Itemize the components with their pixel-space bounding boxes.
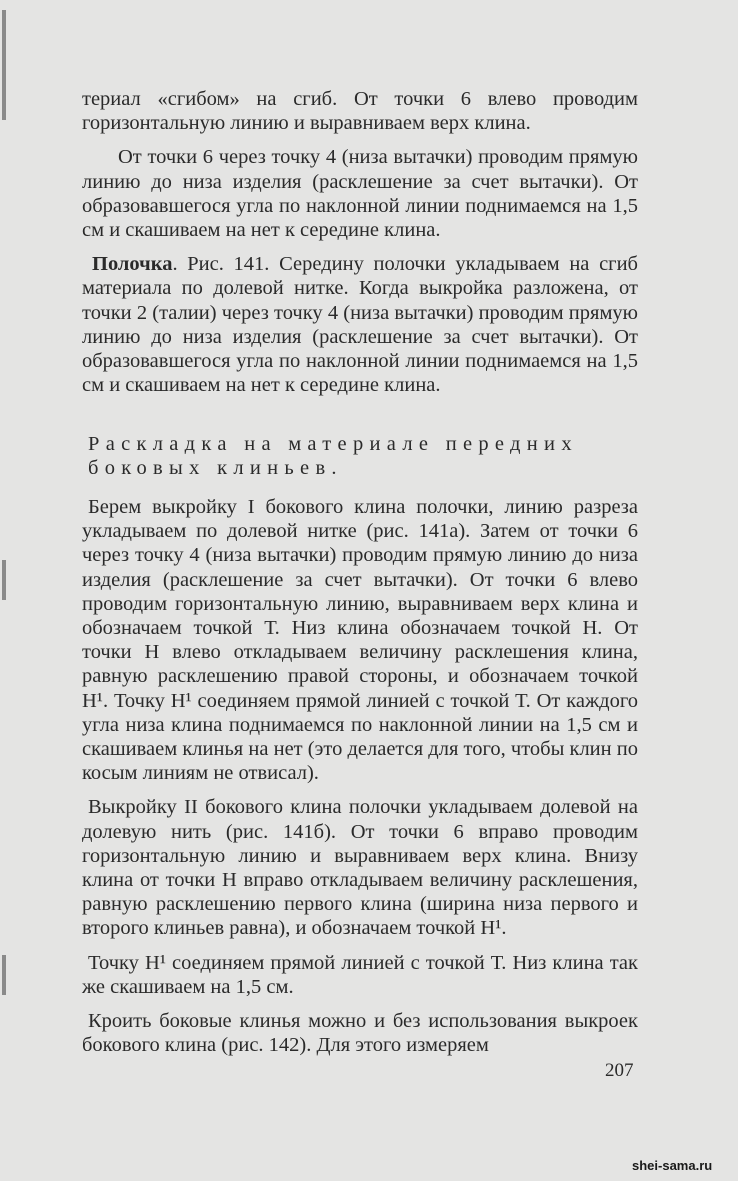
paragraph: Выкройку II бокового клина полочки укладываем долевой на долевую нить (рис. 141б). От точки 6 вправо проводим горизонтальную линию и выравниваем верх клина. Внизу клина от точки Н вправо откладываем величину расклешения, равную расклешению первого клина (ширина низа первого и второго клиньев равна), и обозначаем точкой Н¹.: [82, 796, 638, 940]
paragraph: Точку Н¹ соединяем прямой линией с точкой Т. Низ клина так же скашиваем на 1,5 см.: [82, 951, 638, 998]
text-block-bottom: [82, 495, 638, 1057]
paragraph-polochka: [82, 252, 638, 397]
page-edge-mark: [2, 955, 6, 995]
paragraph-text: . Рис. 141. Середину полочки укладываем на сгиб материала по долевой нитке. Когда выкройка разложена, от точки 2 (талии) через точку 4 (низа вытачки) проводим прямую линию до низа изделия (расклешение за счет вытачки). От образовавшегося угла по наклонной линии поднимаемся на 1,5 см и скашиваем на нет к середине клина.: [82, 253, 638, 397]
page-edge-mark: [2, 560, 6, 600]
section-heading: Раскладка на материале передних боковых клиньев.: [88, 433, 578, 479]
paragraph: Кроить боковые клинья можно и без использования выкроек бокового клина (рис. 142). Для этого измеряем: [82, 1010, 638, 1057]
paragraph: От точки 6 через точку 4 (низа вытачки) проводим прямую линию до низа изделия (расклешение за счет вытачки). От образовавшегося угла по наклонной линии поднимаемся на 1,5 см и скашиваем на нет к середине клина.: [82, 146, 638, 242]
paragraph-continuation: териал «сгибом» на сгиб. От точки 6 влево проводим горизонтальную линию и выравниваем верх клина.: [82, 88, 638, 135]
page-edge-mark: [2, 10, 6, 120]
site-watermark: shei-sama.ru: [632, 1158, 713, 1173]
text-block-top: [82, 87, 638, 397]
run-in-heading: Полочка: [92, 253, 173, 276]
paragraph: Берем выкройку I бокового клина полочки, линию разреза укладываем по долевой нитке (рис. 141а). Затем от точки 6 через точку 4 (низа вытачки) проводим прямую линию до низа изделия (расклешение за счет вытачки). От точки 6 влево проводим горизонтальную линию, выравниваем верх клина и обозначаем точкой Т. Низ клина обозначаем точкой Н. От точки Н влево откладываем величину расклешения клина, равную расклешению правой стороны, и обозначаем точкой Н¹. Точку Н¹ соединяем прямой линией с точкой Т. От каждого угла низа клина поднимаемся по наклонной линии на 1,5 см и скашиваем клинья на нет (это делается для того, чтобы клин по косым линиям не отвисал).: [82, 496, 638, 785]
page-number: 207: [605, 1060, 634, 1081]
